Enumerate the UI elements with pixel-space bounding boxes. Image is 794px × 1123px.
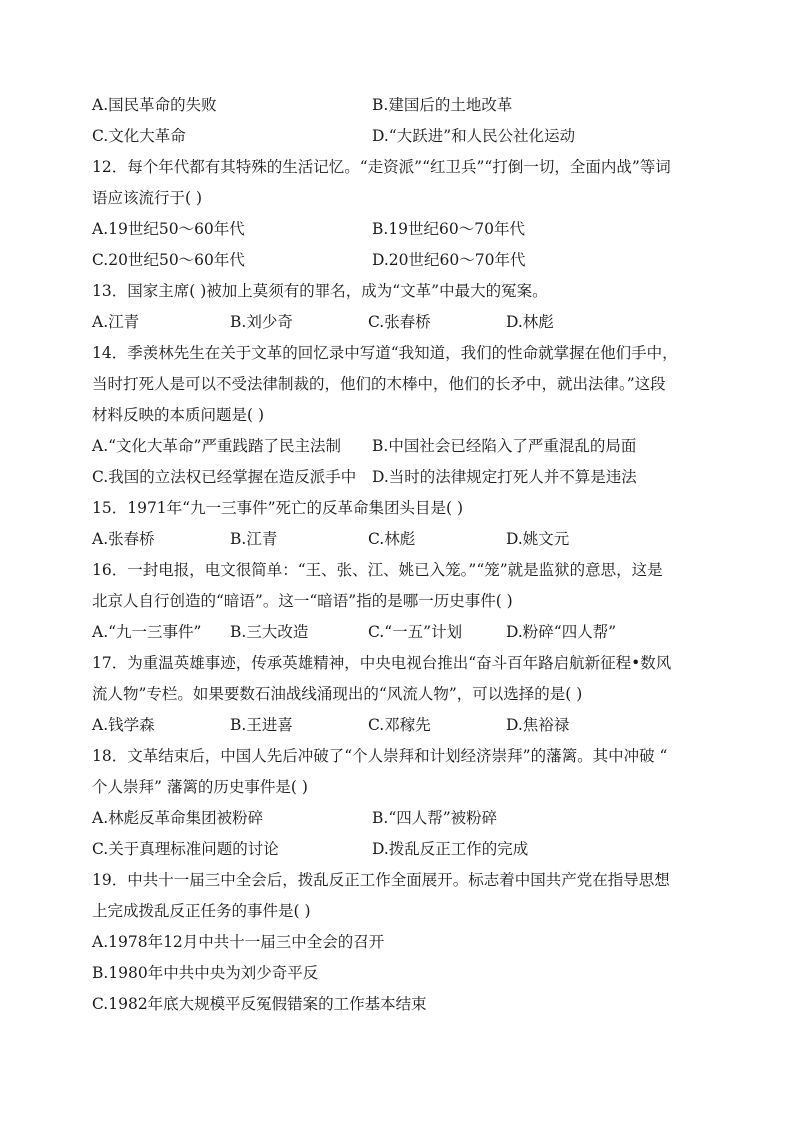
q11-options-row-1 <box>92 90 702 121</box>
q17-stem-line-2: 流人物”专栏。如果要数石油战线涌现出的“风流人物”，可以选择的是( ) <box>92 685 583 703</box>
q11-option-c[interactable]: C.文化大革命 <box>92 127 186 145</box>
q19-stem-line-1: 19．中共十一届三中全会后，拨乱反正工作全面展开。标志着中国共产党在指导思想 <box>92 871 670 889</box>
q17-option-a[interactable]: A.钱学森 <box>92 716 155 734</box>
q12-option-c[interactable]: C.20世纪50～60年代 <box>92 251 245 269</box>
q19-option-c[interactable]: C.1982年底大规模平反冤假错案的工作基本结束 <box>92 995 427 1013</box>
q16-stem-line-1: 16．一封电报，电文很简单：“王、张、江、姚已入笼。”“笼”就是监狱的意思，这是 <box>92 561 663 579</box>
q15-option-c[interactable]: C.林彪 <box>368 530 416 548</box>
q17-option-c[interactable]: C.邓稼先 <box>368 716 431 734</box>
q17-option-b[interactable]: B.王进喜 <box>230 716 293 734</box>
q11-option-a[interactable]: A.国民革命的失败 <box>92 96 217 114</box>
q18-options-row-1 <box>92 803 702 834</box>
q11-option-d[interactable]: D.“大跃进”和人民公社化运动 <box>372 127 576 145</box>
q13-stem-line-1: 13．国家主席( )被加上莫须有的罪名，成为“文革”中最大的冤案。 <box>92 282 548 300</box>
q18-option-d[interactable]: D.拨乱反正工作的完成 <box>372 840 529 858</box>
q14-options-row-2 <box>92 462 702 493</box>
q11-option-b[interactable]: B.建国后的土地改革 <box>372 96 513 114</box>
q18-option-c[interactable]: C.关于真理标准问题的讨论 <box>92 840 279 858</box>
q15-option-b[interactable]: B.江青 <box>230 530 278 548</box>
q13-option-a[interactable]: A.江青 <box>92 313 140 331</box>
q15-option-d[interactable]: D.姚文元 <box>506 530 570 548</box>
q17-options-row <box>92 710 702 741</box>
q16-stem-line-2: 北京人自行创造的“暗语”。这一“暗语”指的是哪一历史事件( ) <box>92 592 513 610</box>
q14-option-a[interactable]: A.“文化大革命”严重践踏了民主法制 <box>92 437 341 455</box>
q13-option-c[interactable]: C.张春桥 <box>368 313 431 331</box>
q11-options-row-2 <box>92 121 702 152</box>
q14-options-row-1 <box>92 431 702 462</box>
q15-stem-line-1: 15．1971年“九一三事件”死亡的反革命集团头目是( ) <box>92 499 464 517</box>
q16-option-a[interactable]: A.“九一三事件” <box>92 623 202 641</box>
q14-stem-line-3: 材料反映的本质问题是( ) <box>92 406 265 424</box>
q15-options-row <box>92 524 702 555</box>
q17-stem-line-1: 17．为重温英雄事迹，传承英雄精神，中央电视台推出“奋斗百年路启航新征程•数风 <box>92 654 672 672</box>
q12-stem-line-2: 语应该流行于( ) <box>92 189 203 207</box>
q18-options-row-2 <box>92 834 702 865</box>
q19-option-a[interactable]: A.1978年12月中共十一届三中全会的召开 <box>92 933 385 951</box>
q16-option-b[interactable]: B.三大改造 <box>230 623 309 641</box>
q12-option-b[interactable]: B.19世纪60～70年代 <box>372 220 525 238</box>
q12-options-row-2 <box>92 245 702 276</box>
q14-option-d[interactable]: D.当时的法律规定打死人并不算是违法 <box>372 468 637 486</box>
q18-option-b[interactable]: B.“四人帮”被粉碎 <box>372 809 498 827</box>
q19-stem-line-2: 上完成拨乱反正任务的事件是( ) <box>92 902 311 920</box>
q13-option-b[interactable]: B.刘少奇 <box>230 313 293 331</box>
q16-option-d[interactable]: D.粉碎“四人帮” <box>506 623 617 641</box>
q14-stem-line-2: 当时打死人是可以不受法律制裁的，他们的木棒中，他们的长矛中，就出法律。”这段 <box>92 375 666 393</box>
q14-stem-line-1: 14．季羡林先生在关于文革的回忆录中写道“我知道，我们的性命就掌握在他们手中， <box>92 344 678 362</box>
q14-option-c[interactable]: C.我国的立法权已经掌握在造反派手中 <box>92 468 357 486</box>
q14-option-b[interactable]: B.中国社会已经陷入了严重混乱的局面 <box>372 437 637 455</box>
q13-options-row <box>92 307 702 338</box>
q16-options-row <box>92 617 702 648</box>
q16-option-c[interactable]: C.“一五”计划 <box>368 623 463 641</box>
q13-option-d[interactable]: D.林彪 <box>506 313 554 331</box>
q15-option-a[interactable]: A.张春桥 <box>92 530 155 548</box>
q19-option-b[interactable]: B.1980年中共中央为刘少奇平反 <box>92 964 319 982</box>
q17-option-d[interactable]: D.焦裕禄 <box>506 716 570 734</box>
q12-stem-line-1: 12．每个年代都有其特殊的生活记忆。“走资派”“红卫兵”“打倒一切，全面内战”等词 <box>92 158 671 176</box>
q12-option-d[interactable]: D.20世纪60～70年代 <box>372 251 526 269</box>
q12-options-row-1 <box>92 214 702 245</box>
q18-stem-line-2: 个人崇拜” 藩篱的历史事件是( ) <box>92 778 308 796</box>
q12-option-a[interactable]: A.19世纪50～60年代 <box>92 220 245 238</box>
q18-stem-line-1: 18．文革结束后，中国人先后冲破了“个人崇拜和计划经济崇拜”的藩篱。其中冲破 “ <box>92 747 668 765</box>
q18-option-a[interactable]: A.林彪反革命集团被粉碎 <box>92 809 264 827</box>
